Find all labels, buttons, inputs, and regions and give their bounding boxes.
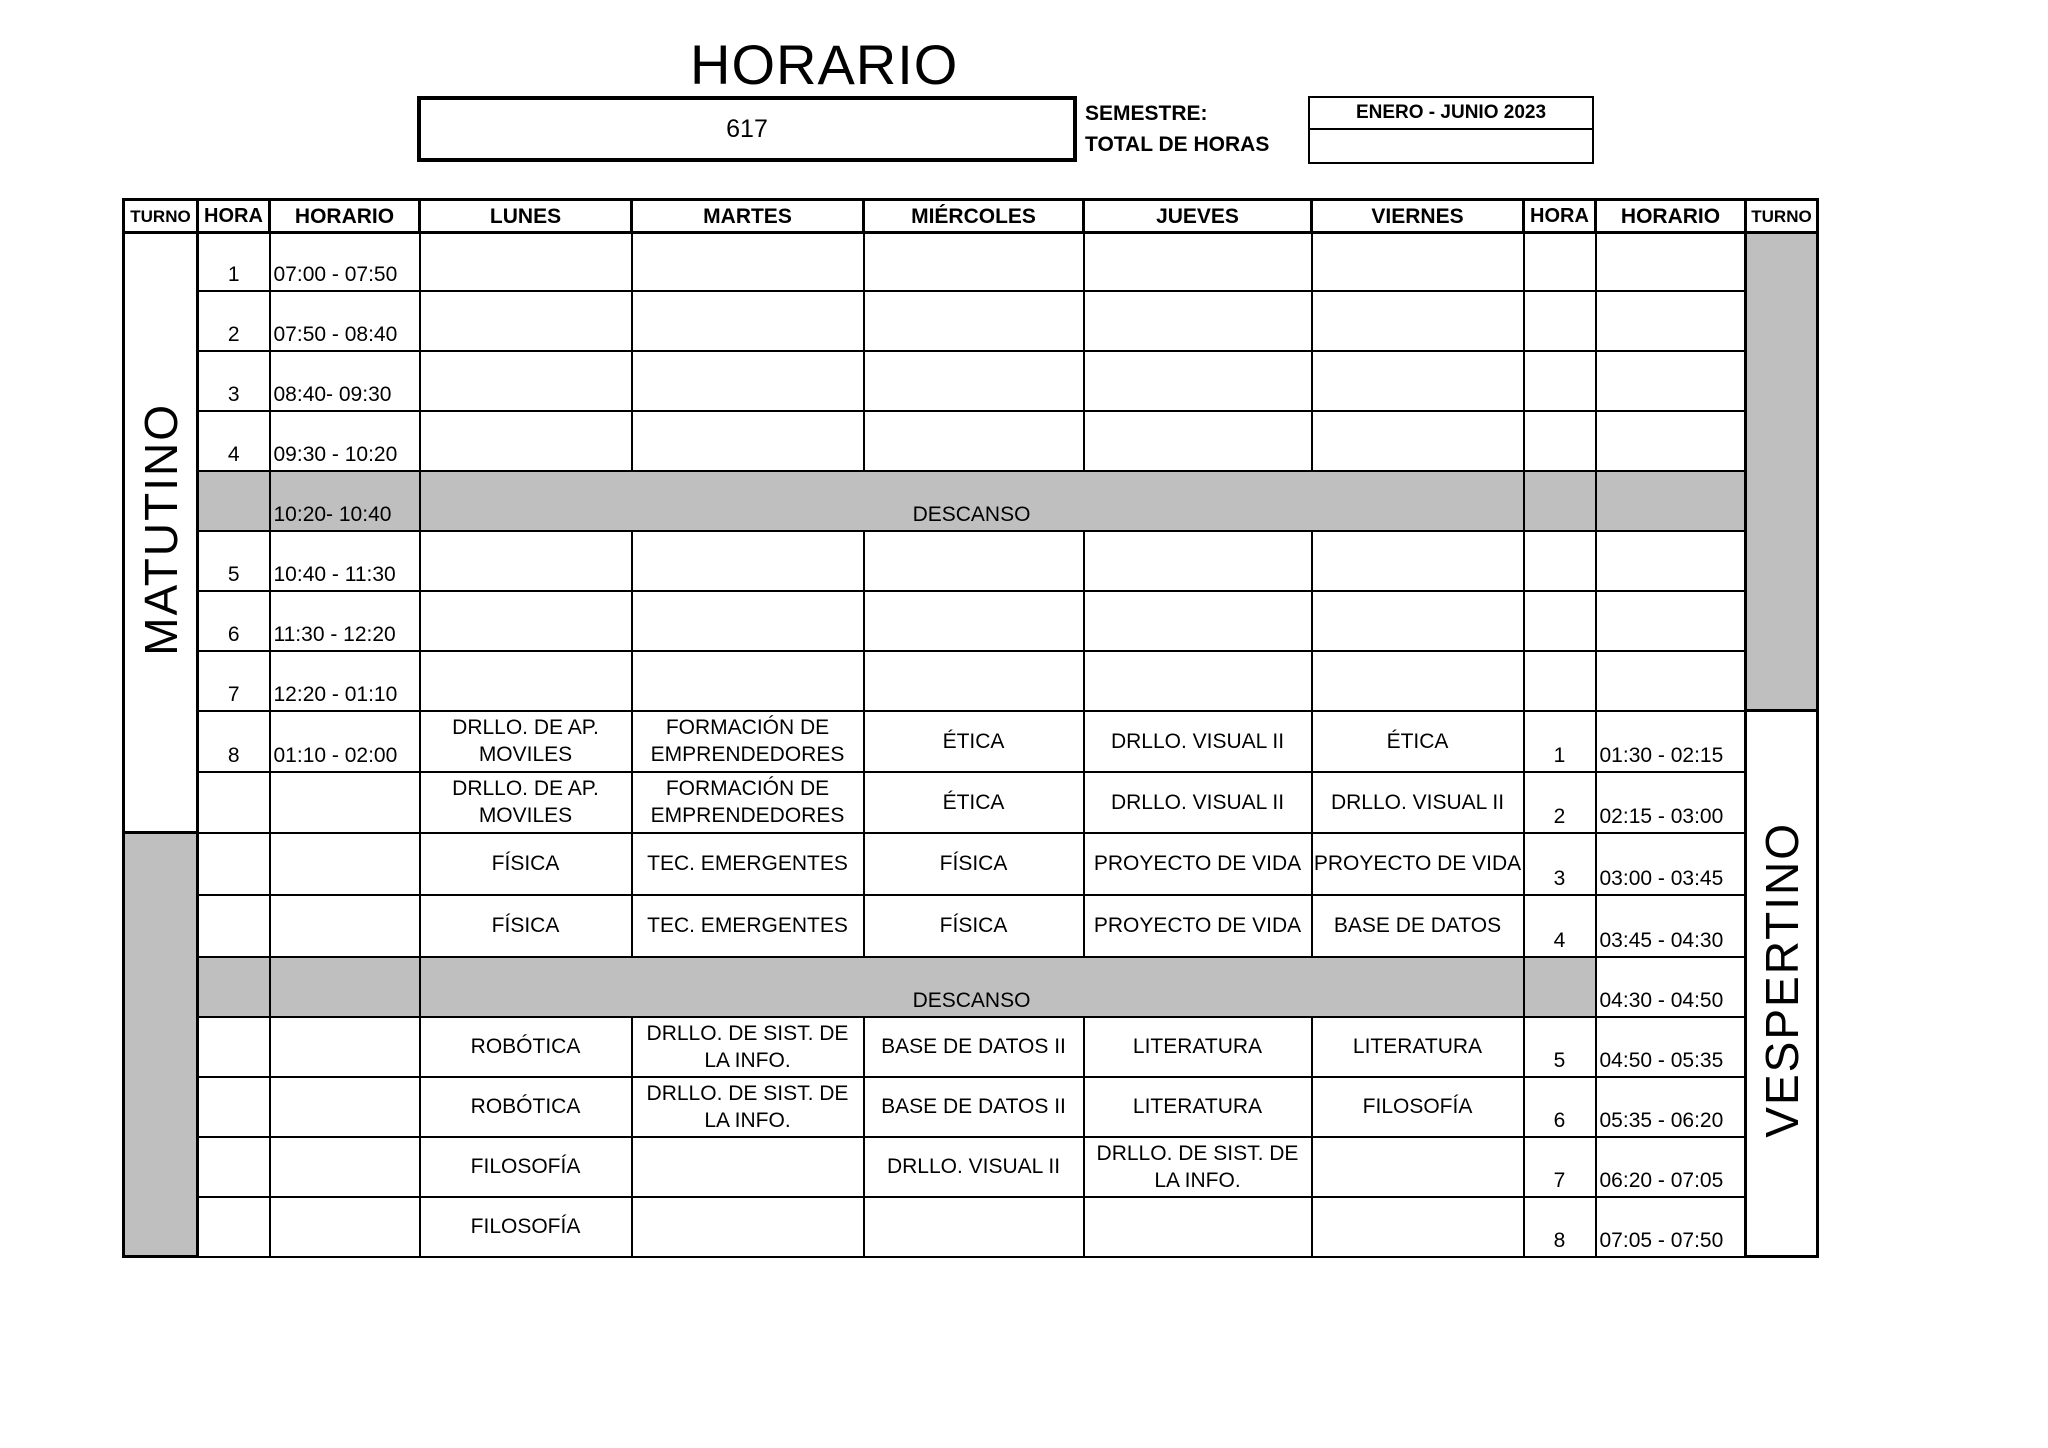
turno-matutino (124, 233, 198, 833)
hora-cell: 1 (198, 233, 270, 291)
horario-cell-right (1596, 291, 1746, 351)
hora-cell (198, 1077, 270, 1137)
break-cell: DESCANSO (420, 957, 1524, 1017)
class-cell-miercoles[interactable]: BASE DE DATOS II (864, 1017, 1084, 1077)
horario-cell-right: 04:30 - 04:50 (1596, 957, 1746, 1017)
schedule-row (124, 833, 1818, 895)
col-header-hora: HORA (198, 200, 270, 233)
horario-cell-right: 01:30 - 02:15 (1596, 711, 1746, 772)
class-cell-lunes[interactable]: FÍSICA (420, 895, 632, 957)
class-cell-lunes[interactable] (420, 291, 632, 351)
hora-cell-right: 5 (1524, 1017, 1596, 1077)
class-cell-martes[interactable]: TEC. EMERGENTES (632, 833, 864, 895)
class-cell-miercoles[interactable] (864, 411, 1084, 471)
hora-cell-right (1524, 351, 1596, 411)
class-cell-lunes[interactable] (420, 233, 632, 291)
class-cell-martes[interactable] (632, 1137, 864, 1197)
horario-cell-right (1596, 531, 1746, 591)
horario-cell-right (1596, 591, 1746, 651)
class-cell-martes[interactable] (632, 591, 864, 651)
horario-cell: 11:30 - 12:20 (270, 591, 420, 651)
col-header-miercoles: MIÉRCOLES (864, 200, 1084, 233)
col-header-viernes: VIERNES (1312, 200, 1524, 233)
hora-cell-right: 8 (1524, 1197, 1596, 1257)
class-cell-jueves[interactable] (1084, 1197, 1312, 1257)
semester-value: ENERO - JUNIO 2023 (1355, 102, 1547, 123)
class-cell-jueves[interactable] (1084, 531, 1312, 591)
horario-cell-right: 06:20 - 07:05 (1596, 1137, 1746, 1197)
horario-cell-right: 03:00 - 03:45 (1596, 833, 1746, 895)
class-cell-viernes[interactable] (1312, 531, 1524, 591)
col-header-horario: HORARIO (270, 200, 420, 233)
group-value: 617 (726, 114, 768, 143)
hora-cell-right: 4 (1524, 895, 1596, 957)
hora-cell (198, 471, 270, 531)
class-cell-martes[interactable]: DRLLO. DE SIST. DE LA INFO. (632, 1077, 864, 1137)
class-cell-jueves[interactable]: DRLLO. DE SIST. DE LA INFO. (1084, 1137, 1312, 1197)
class-cell-miercoles[interactable] (864, 531, 1084, 591)
col-header-jueves: JUEVES (1084, 200, 1312, 233)
horario-cell: 09:30 - 10:20 (270, 411, 420, 471)
hora-cell: 7 (198, 651, 270, 711)
class-cell-viernes[interactable] (1312, 591, 1524, 651)
schedule-row (124, 291, 1818, 351)
total-hours-label: TOTAL DE HORAS (1085, 133, 1270, 156)
class-cell-jueves[interactable]: PROYECTO DE VIDA (1084, 895, 1312, 957)
horario-cell-right (1596, 411, 1746, 471)
hora-cell: 5 (198, 531, 270, 591)
class-cell-martes[interactable]: TEC. EMERGENTES (632, 895, 864, 957)
schedule-row (124, 895, 1818, 957)
class-cell-miercoles[interactable]: FÍSICA (864, 833, 1084, 895)
hora-cell-right (1524, 957, 1596, 1017)
hora-cell: 4 (198, 411, 270, 471)
schedule-row (124, 411, 1818, 471)
horario-cell (270, 957, 420, 1017)
hora-cell (198, 895, 270, 957)
class-cell-lunes[interactable]: DRLLO. DE AP. MOVILES (420, 772, 632, 833)
class-cell-viernes[interactable]: PROYECTO DE VIDA (1312, 833, 1524, 895)
hora-cell-right (1524, 291, 1596, 351)
hora-cell-right: 6 (1524, 1077, 1596, 1137)
total-hours-field[interactable] (1308, 128, 1594, 164)
col-header-martes: MARTES (632, 200, 864, 233)
class-cell-lunes[interactable]: FILOSOFÍA (420, 1197, 632, 1257)
class-cell-lunes[interactable] (420, 411, 632, 471)
hora-cell-right (1524, 591, 1596, 651)
class-cell-miercoles[interactable]: DRLLO. VISUAL II (864, 1137, 1084, 1197)
horario-cell (270, 1197, 420, 1257)
horario-cell: 08:40- 09:30 (270, 351, 420, 411)
horario-cell-right: 07:05 - 07:50 (1596, 1197, 1746, 1257)
class-cell-lunes[interactable] (420, 591, 632, 651)
class-cell-lunes[interactable] (420, 651, 632, 711)
turno-label-vespertino: VESPERTINO (1755, 822, 1808, 1138)
class-cell-miercoles[interactable] (864, 291, 1084, 351)
semester-field[interactable] (1308, 96, 1594, 130)
class-cell-lunes[interactable]: FÍSICA (420, 833, 632, 895)
class-cell-jueves[interactable]: PROYECTO DE VIDA (1084, 833, 1312, 895)
class-cell-lunes[interactable] (420, 351, 632, 411)
class-cell-martes[interactable]: FORMACIÓN DE EMPRENDEDORES (632, 711, 864, 772)
class-cell-viernes[interactable]: BASE DE DATOS (1312, 895, 1524, 957)
schedule-row (124, 711, 1818, 772)
hora-cell (198, 1137, 270, 1197)
class-cell-lunes[interactable]: ROBÓTICA (420, 1017, 632, 1077)
horario-cell-right: 05:35 - 06:20 (1596, 1077, 1746, 1137)
horario-cell: 07:00 - 07:50 (270, 233, 420, 291)
horario-cell-right (1596, 651, 1746, 711)
class-cell-miercoles[interactable]: ÉTICA (864, 711, 1084, 772)
class-cell-miercoles[interactable] (864, 591, 1084, 651)
class-cell-lunes[interactable]: ROBÓTICA (420, 1077, 632, 1137)
col-header-hora-right: HORA (1524, 200, 1596, 233)
hora-cell (198, 833, 270, 895)
horario-cell (270, 772, 420, 833)
class-cell-martes[interactable]: FORMACIÓN DE EMPRENDEDORES (632, 772, 864, 833)
hora-cell-right: 3 (1524, 833, 1596, 895)
class-cell-jueves[interactable] (1084, 351, 1312, 411)
class-cell-lunes[interactable]: DRLLO. DE AP. MOVILES (420, 711, 632, 772)
class-cell-jueves[interactable]: LITERATURA (1084, 1077, 1312, 1137)
class-cell-viernes[interactable] (1312, 651, 1524, 711)
class-cell-viernes[interactable] (1312, 233, 1524, 291)
horario-cell: 07:50 - 08:40 (270, 291, 420, 351)
schedule-row (124, 772, 1818, 833)
hora-cell-right: 2 (1524, 772, 1596, 833)
col-header-turno: TURNO (124, 200, 198, 233)
class-cell-jueves[interactable]: LITERATURA (1084, 1017, 1312, 1077)
class-cell-jueves[interactable] (1084, 411, 1312, 471)
hora-cell-right (1524, 471, 1596, 531)
class-cell-jueves[interactable] (1084, 291, 1312, 351)
hora-cell-right (1524, 233, 1596, 291)
class-cell-miercoles[interactable] (864, 651, 1084, 711)
horario-cell (270, 1077, 420, 1137)
class-cell-viernes[interactable]: LITERATURA (1312, 1017, 1524, 1077)
class-cell-lunes[interactable] (420, 531, 632, 591)
class-cell-martes[interactable] (632, 351, 864, 411)
turno-label-matutino: MATUTINO (134, 402, 187, 656)
hora-cell (198, 1017, 270, 1077)
schedule-table (122, 198, 1819, 1258)
class-cell-viernes[interactable] (1312, 351, 1524, 411)
class-cell-viernes[interactable]: ÉTICA (1312, 711, 1524, 772)
class-cell-viernes[interactable] (1312, 291, 1524, 351)
schedule-row (124, 1197, 1818, 1257)
turno-vespertino (1746, 711, 1818, 1257)
hora-cell (198, 1197, 270, 1257)
hora-cell-right: 7 (1524, 1137, 1596, 1197)
horario-cell-right: 03:45 - 04:30 (1596, 895, 1746, 957)
class-cell-jueves[interactable]: DRLLO. VISUAL II (1084, 711, 1312, 772)
horario-cell-right: 02:15 - 03:00 (1596, 772, 1746, 833)
class-cell-miercoles[interactable] (864, 233, 1084, 291)
horario-cell (270, 1017, 420, 1077)
schedule-row (124, 351, 1818, 411)
class-cell-miercoles[interactable] (864, 1197, 1084, 1257)
class-cell-lunes[interactable]: FILOSOFÍA (420, 1137, 632, 1197)
col-header-lunes: LUNES (420, 200, 632, 233)
class-cell-martes[interactable] (632, 651, 864, 711)
class-cell-miercoles[interactable]: BASE DE DATOS II (864, 1077, 1084, 1137)
class-cell-miercoles[interactable] (864, 351, 1084, 411)
horario-cell-right (1596, 233, 1746, 291)
horario-cell-right (1596, 471, 1746, 531)
hora-cell (198, 772, 270, 833)
hora-cell: 2 (198, 291, 270, 351)
horario-cell: 10:20- 10:40 (270, 471, 420, 531)
class-cell-viernes[interactable]: DRLLO. VISUAL II (1312, 772, 1524, 833)
schedule-row (124, 233, 1818, 291)
class-cell-jueves[interactable] (1084, 651, 1312, 711)
class-cell-viernes[interactable] (1312, 1197, 1524, 1257)
turno-empty-left (124, 833, 198, 1257)
horario-cell: 12:20 - 01:10 (270, 651, 420, 711)
schedule-row (124, 591, 1818, 651)
class-cell-jueves[interactable] (1084, 233, 1312, 291)
schedule-row (124, 1137, 1818, 1197)
class-cell-martes[interactable] (632, 291, 864, 351)
class-cell-martes[interactable]: DRLLO. DE SIST. DE LA INFO. (632, 1017, 864, 1077)
class-cell-viernes[interactable] (1312, 411, 1524, 471)
horario-cell (270, 1137, 420, 1197)
horario-cell-right (1596, 351, 1746, 411)
class-cell-jueves[interactable] (1084, 591, 1312, 651)
class-cell-martes[interactable] (632, 233, 864, 291)
header-row (124, 200, 1818, 233)
group-field[interactable] (417, 96, 1077, 162)
class-cell-jueves[interactable]: DRLLO. VISUAL II (1084, 772, 1312, 833)
class-cell-miercoles[interactable]: ÉTICA (864, 772, 1084, 833)
hora-cell-right: 1 (1524, 711, 1596, 772)
col-header-horario-right: HORARIO (1596, 200, 1746, 233)
hora-cell: 6 (198, 591, 270, 651)
class-cell-viernes[interactable] (1312, 1137, 1524, 1197)
break-row (124, 957, 1818, 1017)
horario-cell-right: 04:50 - 05:35 (1596, 1017, 1746, 1077)
class-cell-viernes[interactable]: FILOSOFÍA (1312, 1077, 1524, 1137)
schedule-row (124, 531, 1818, 591)
schedule-row (124, 1077, 1818, 1137)
schedule-row (124, 1017, 1818, 1077)
class-cell-martes[interactable] (632, 531, 864, 591)
hora-cell: 8 (198, 711, 270, 772)
class-cell-martes[interactable] (632, 411, 864, 471)
horario-cell: 01:10 - 02:00 (270, 711, 420, 772)
hora-cell (198, 957, 270, 1017)
class-cell-miercoles[interactable]: FÍSICA (864, 895, 1084, 957)
hora-cell: 3 (198, 351, 270, 411)
turno-empty-right (1746, 233, 1818, 711)
class-cell-martes[interactable] (632, 1197, 864, 1257)
schedule-row (124, 651, 1818, 711)
col-header-turno-right: TURNO (1746, 200, 1818, 233)
page-title: HORARIO (690, 33, 959, 96)
hora-cell-right (1524, 531, 1596, 591)
hora-cell-right (1524, 651, 1596, 711)
horario-cell (270, 833, 420, 895)
horario-cell (270, 895, 420, 957)
horario-cell: 10:40 - 11:30 (270, 531, 420, 591)
semester-label: SEMESTRE: (1085, 102, 1208, 125)
break-cell: DESCANSO (420, 471, 1524, 531)
break-row (124, 471, 1818, 531)
hora-cell-right (1524, 411, 1596, 471)
